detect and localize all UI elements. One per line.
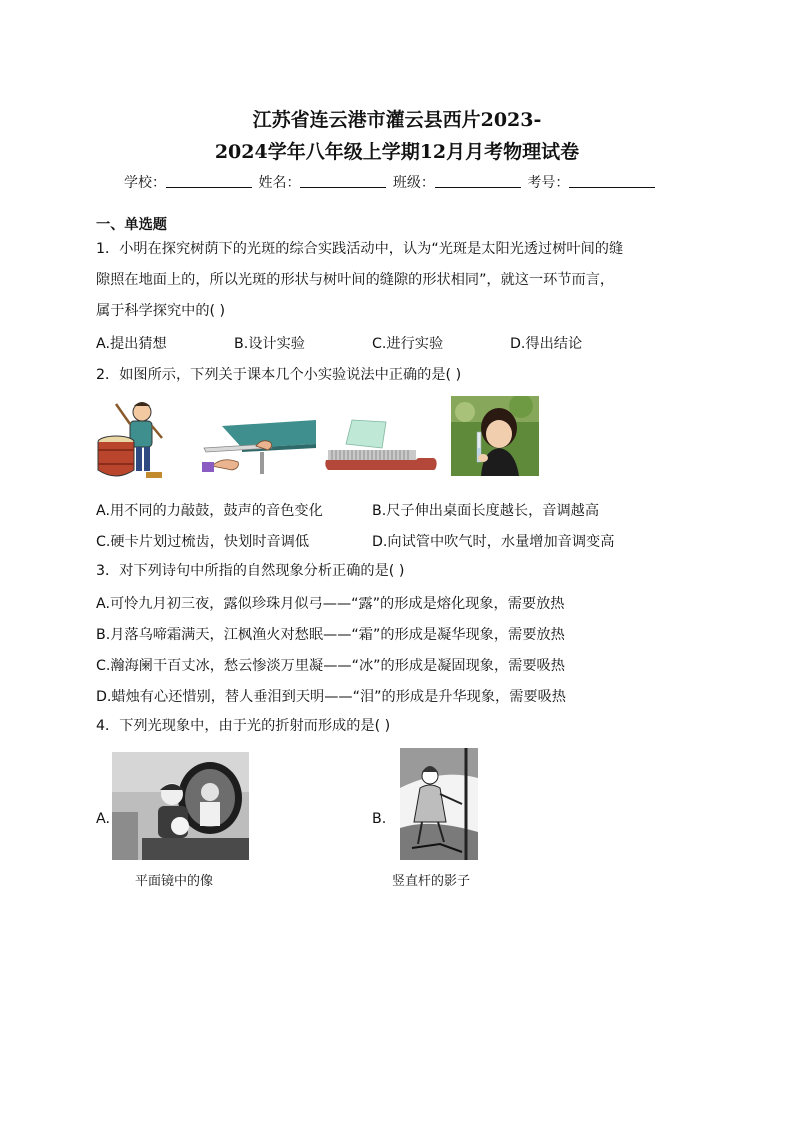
q3-option-d[interactable]: D.蜡烛有心还惜别，替人垂泪到天明——“泪”的形成是升华现象，需要吸热	[96, 689, 566, 705]
q4-stem: 4．下列光现象中，由于光的折射而形成的是( )	[96, 718, 391, 734]
q1-stem-line-1: 1．小明在探究树荫下的光斑的综合实践活动中，认为“光斑是太阳光透过树叶间的缝	[96, 241, 624, 257]
q2-option-c[interactable]: C.硬卡片划过梳齿，快划时音调低	[96, 534, 310, 550]
q1-option-b[interactable]: B.设计实验	[234, 336, 305, 352]
student-info-row	[124, 172, 657, 192]
q1-stem-line-3: 属于科学探究中的( )	[96, 303, 226, 319]
exam-title-line-2: 2024学年八年级上学期12月月考物理试卷	[214, 141, 580, 163]
school-label: 学校：	[124, 175, 166, 191]
class-label: 班级：	[392, 175, 435, 191]
name-label: 姓名：	[258, 175, 301, 191]
q2-option-b[interactable]: B.尺子伸出桌面长度越长，音调越高	[372, 503, 600, 519]
q2-stem: 2．如图所示，下列关于课本几个小实验说法中正确的是( )	[96, 367, 462, 383]
q4-option-b[interactable]: B.	[372, 811, 387, 827]
q3-option-b[interactable]: B.月落乌啼霜满天，江枫渔火对愁眠——“霜”的形成是凝华现象，需要放热	[96, 627, 565, 643]
girl-blowing-tube-photo	[451, 396, 539, 476]
ruler-table-figure	[202, 418, 316, 476]
pole-shadow-drawing	[400, 748, 478, 860]
q3-option-a[interactable]: A.可怜九月初三夜，露似珍珠月似弓——“露”的形成是熔化现象，需要放热	[96, 596, 565, 612]
q2-option-a[interactable]: A.用不同的力敲鼓，鼓声的音色变化	[96, 503, 323, 519]
drum-boy-figure	[96, 394, 170, 484]
q1-option-a[interactable]: A.提出猜想	[96, 336, 167, 352]
exam-title-line-1: 江苏省连云港市灌云县西片2023-	[252, 109, 542, 131]
q3-option-c[interactable]: C.瀚海阑干百丈冰，愁云惨淡万里凝——“冰”的形成是凝固现象，需要吸热	[96, 658, 565, 674]
name-blank[interactable]	[300, 175, 386, 188]
mirror-image-photo	[112, 752, 249, 860]
q4-option-a[interactable]: A.	[96, 811, 110, 827]
comb-card-figure	[324, 418, 438, 476]
q1-stem-line-2: 隙照在地面上的，所以光斑的形状与树叶间的缝隙的形状相同”，就这一环节而言，	[96, 272, 615, 288]
q4-caption-b: 竖直杆的影子	[392, 874, 471, 889]
q1-option-d[interactable]: D.得出结论	[510, 336, 583, 352]
exam-number-label: 考号：	[527, 175, 570, 191]
exam-number-blank[interactable]	[569, 175, 655, 188]
school-blank[interactable]	[166, 175, 252, 188]
q4-caption-a: 平面镜中的像	[135, 874, 214, 889]
section-heading: 一、单选题	[96, 217, 167, 233]
q3-stem: 3．对下列诗句中所指的自然现象分析正确的是( )	[96, 563, 405, 579]
q1-option-c[interactable]: C.进行实验	[372, 336, 444, 352]
q2-option-d[interactable]: D.向试管中吹气时，水量增加音调变高	[372, 534, 615, 550]
class-blank[interactable]	[435, 175, 521, 188]
